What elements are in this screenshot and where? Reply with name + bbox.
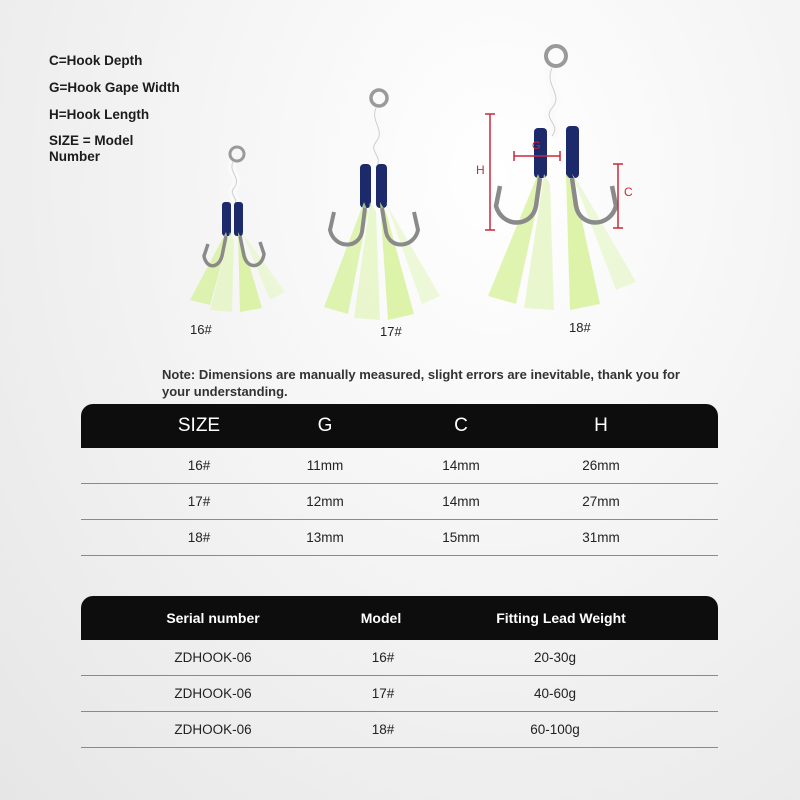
cell-weight: 60-100g — [530, 722, 580, 737]
cell-weight: 40-60g — [533, 686, 577, 701]
table-row — [81, 448, 718, 484]
dimension-c-label: C — [624, 185, 633, 199]
header-c: C — [454, 415, 468, 436]
size-table — [81, 404, 718, 556]
cell-c: 14mm — [442, 494, 480, 509]
hook-18-image — [466, 36, 646, 326]
table-row — [81, 520, 718, 556]
hook-18-label: 18# — [569, 320, 591, 335]
cell-g: 13mm — [306, 530, 344, 545]
measurement-note: Note: Dimensions are manually measured, slight errors are inevitable, thank you for your understanding. — [162, 367, 680, 399]
cell-h: 27mm — [582, 494, 620, 509]
cell-size: 18# — [187, 530, 211, 545]
serial-table-header — [81, 596, 718, 640]
cell-serial: ZDHOOK-06 — [174, 650, 252, 665]
dimension-h-label: H — [476, 163, 485, 177]
cell-model: 18# — [371, 722, 395, 737]
hook-16-label: 16# — [190, 322, 212, 337]
hook-16-image — [170, 140, 300, 320]
cell-g: 11mm — [306, 458, 344, 473]
cell-serial: ZDHOOK-06 — [174, 722, 252, 737]
header-g: G — [317, 415, 333, 436]
cell-model: 16# — [371, 650, 395, 665]
cell-weight: 20-30g — [533, 650, 577, 665]
serial-table — [81, 596, 718, 748]
cell-h: 26mm — [582, 458, 620, 473]
table-row — [81, 712, 718, 748]
hook-17-image — [310, 82, 450, 322]
header-serial-number: Serial number — [166, 610, 260, 626]
cell-size: 17# — [187, 494, 211, 509]
table-row — [81, 484, 718, 520]
cell-serial: ZDHOOK-06 — [174, 686, 252, 701]
header-model: Model — [360, 610, 402, 626]
table-row — [81, 676, 718, 712]
header-h: H — [594, 415, 608, 436]
cell-c: 14mm — [442, 458, 480, 473]
dimension-g-label: G — [532, 140, 541, 152]
cell-model: 17# — [371, 686, 395, 701]
cell-c: 15mm — [442, 530, 480, 545]
hook-17-label: 17# — [380, 324, 402, 339]
header-fitting-lead-weight: Fitting Lead Weight — [496, 610, 626, 626]
legend-hook-length: H=Hook Length — [49, 107, 150, 122]
legend-hook-gape-width: G=Hook Gape Width — [49, 80, 180, 95]
cell-g: 12mm — [306, 494, 344, 509]
header-size: SIZE — [177, 415, 221, 436]
legend-size-model: SIZE = Model Number — [49, 133, 134, 164]
size-table-header — [81, 404, 718, 448]
table-row — [81, 640, 718, 676]
cell-size: 16# — [187, 458, 211, 473]
cell-h: 31mm — [582, 530, 620, 545]
legend-hook-depth: C=Hook Depth — [49, 53, 143, 68]
